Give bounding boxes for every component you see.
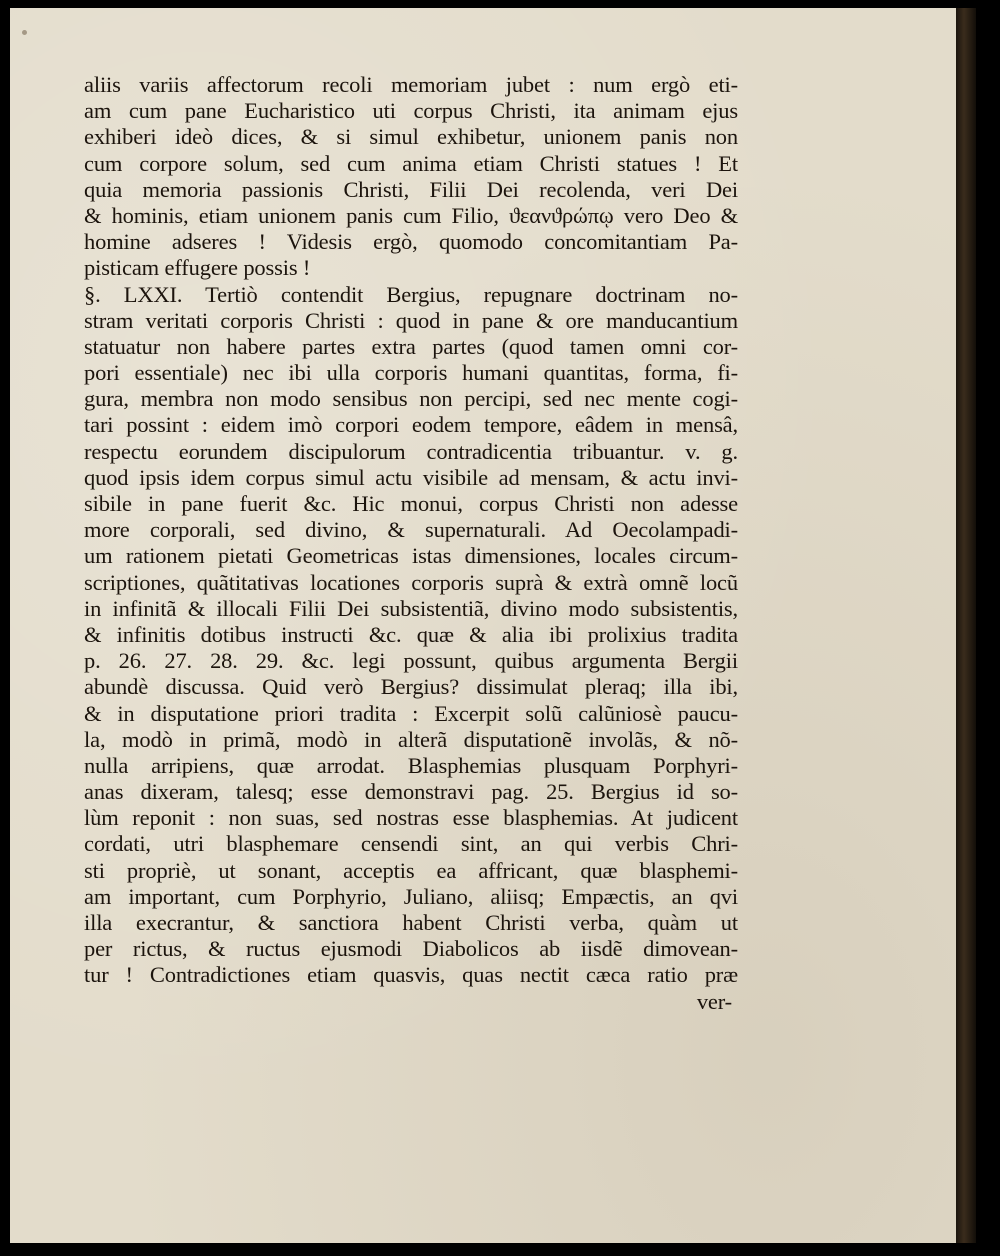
body-text [84, 72, 738, 1015]
text-line: in infinitã & illocali Filii Dei subsistentiã, divino modo subsistentis, [84, 595, 738, 621]
text-line: per rictus, & ructus ejusmodi Diabolicos ab iisdẽ dimovean- [84, 936, 738, 962]
text-line: sti propriè, ut sonant, acceptis ea affricant, quæ blasphemi- [84, 857, 738, 883]
text-line: anas dixeram, talesq; esse demonstravi pag. 25. Bergius id so- [84, 779, 738, 805]
text-line: & infinitis dotibus instructi &c. quæ & alia ibi prolixius tradita [84, 621, 738, 647]
text-line: am important, cum Porphyrio, Juliano, aliisq; Empæctis, an qvi [84, 883, 738, 909]
text-line: la, modò in primã, modò in alterã disputationẽ involãs, & nõ- [84, 726, 738, 752]
text-line: pisticam effugere possis ! [84, 255, 311, 281]
text-line: more corporali, sed divino, & supernaturali. Ad Oecolampadi- [84, 517, 738, 543]
text-line: um rationem pietati Geometricas istas dimensiones, locales circum- [84, 543, 738, 569]
text-line: scriptiones, quãtitativas locationes corporis suprà & extrà omnẽ locũ [84, 569, 738, 595]
ink-speck [22, 30, 27, 35]
catchword: ver- [696, 988, 732, 1014]
text-line: aliis variis affectorum recoli memoriam jubet : num ergò eti- [84, 72, 738, 97]
text-line: respectu eorundem discipulorum contradicentia tribuantur. v. g. [84, 438, 738, 464]
text-line: homine adseres ! Videsis ergò, quomodo concomitantiam Pa- [84, 229, 738, 255]
text-line: statuatur non habere partes extra partes (quod tamen omni cor- [84, 333, 738, 359]
text-line: stram veritati corporis Christi : quod in pane & ore manducantium [84, 307, 738, 333]
text-line: sibile in pane fuerit &c. Hic monui, corpus Christi non adesse [84, 491, 738, 516]
text-line: illa execrantur, & sanctiora habent Christi verba, quàm ut [84, 910, 738, 935]
text-line: exhiberi ideò dices, & si simul exhibetur, unionem panis non [84, 124, 738, 150]
text-line: & in disputatione priori tradita : Excerpit solũ calũniosè paucu- [84, 700, 738, 726]
page-edge-shadow [956, 8, 976, 1243]
text-line: cordati, utri blasphemare censendi sint, an qui verbis Chri- [84, 831, 738, 857]
text-line: & hominis, etiam unionem panis cum Filio, ϑεανϑρώπῳ vero Deo & [84, 202, 738, 228]
text-line: tur ! Contradictiones etiam quasvis, quas nectit cæca ratio præ [84, 962, 738, 988]
text-line: abundè discussa. Quid verò Bergius? dissimulat pleraq; illa ibi, [84, 674, 738, 700]
text-line: am cum pane Eucharistico uti corpus Christi, ita animam ejus [84, 98, 738, 124]
text-line: quod ipsis idem corpus simul actu visibile ad mensam, & actu invi- [84, 464, 738, 490]
text-line: p. 26. 27. 28. 29. &c. legi possunt, quibus argumenta Bergii [84, 648, 738, 674]
text-line: lùm reponit : non suas, sed nostras esse blasphemias. At judicent [84, 805, 738, 831]
text-line: quia memoria passionis Christi, Filii Dei recolenda, veri Dei [84, 176, 738, 202]
text-line: pori essentiale) nec ibi ulla corporis humani quantitas, forma, fi- [84, 360, 738, 386]
text-line: tari possint : eidem imò corpori eodem tempore, eâdem in mensâ, [84, 412, 738, 438]
text-line: nulla arripiens, quæ arrodat. Blasphemias plusquam Porphyri- [84, 752, 738, 778]
section-heading-line: §. LXXI. Tertiò contendit Bergius, repugnare doctrinam no- [84, 281, 738, 307]
text-line: gura, membra non modo sensibus non percipi, sed nec mente cogi- [84, 386, 738, 412]
text-line: cum corpore solum, sed cum anima etiam Christi statues ! Et [84, 150, 738, 176]
